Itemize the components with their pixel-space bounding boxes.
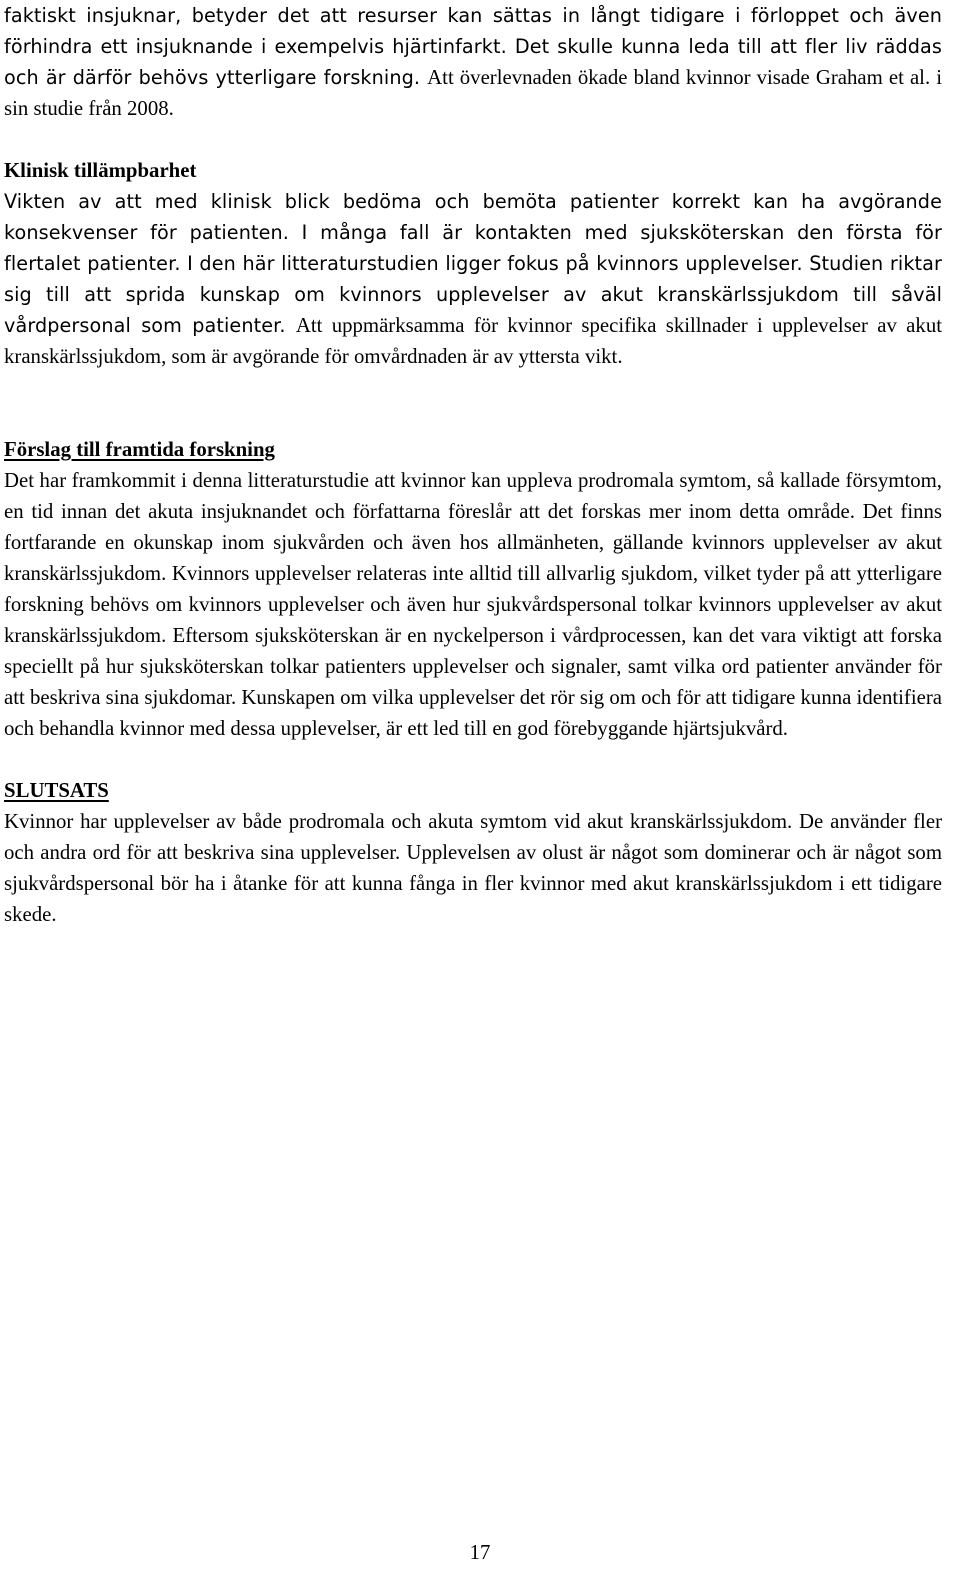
spacer	[4, 744, 942, 775]
document-page	[4, 0, 942, 930]
clinical-text-serif: Att uppmärksamma för kvinnor specifika skillnader i upplevelser av akut kranskärlssjukdom, som är avgörande för omvårdnaden är av yttersta vikt.	[4, 314, 942, 368]
future-research-heading: Förslag till framtida forskning	[4, 438, 275, 461]
clinical-paragraph	[4, 186, 942, 372]
conclusion-paragraph: Kvinnor har upplevelser av både prodromala och akuta symtom vid akut kranskärlssjukdom. De använder fler och andra ord för att beskriva sina upplevelser. Upplevelsen av olust är något som dominerar och är något som sjukvårdspersonal bör ha i åtanke för att kunna fånga in fler kvinnor med akut kranskärlssjukdom i ett tidigare skede.	[4, 810, 942, 926]
spacer	[4, 372, 942, 434]
spacer	[4, 124, 942, 155]
intro-text-serif: Att överlevnaden ökade bland kvinnor visade Graham et al. i sin studie från 2008.	[4, 66, 942, 120]
intro-paragraph	[4, 0, 942, 124]
page-number: 17	[469, 1541, 491, 1564]
clinical-text-sans: Vikten av att med klinisk blick bedöma och bemöta patienter korrekt kan ha avgörande konsekvenser för patienten. I många fall är kontakten med sjuksköterskan den första för flertalet patienter. I den här litteraturstudien ligger fokus på kvinnors upplevelser. Studien riktar sig till att sprida kunskap om kvinnors upplevelser av akut kranskärlssjukdom till såväl vårdpersonal som patienter.	[4, 190, 942, 337]
intro-text-sans: faktiskt insjuknar, betyder det att resurser kan sättas in långt tidigare i förloppet och även förhindra ett insjuknande i exempelvis hjärtinfarkt. Det skulle kunna leda till att fler liv räddas och är därför behövs ytterligare forskning.	[4, 4, 942, 89]
clinical-heading: Klinisk tillämpbarhet	[4, 159, 197, 182]
conclusion-heading: SLUTSATS	[4, 779, 109, 802]
future-research-paragraph: Det har framkommit i denna litteraturstudie att kvinnor kan uppleva prodromala symtom, så kallade försymtom, en tid innan det akuta insjuknandet och författarna föreslår att det forskas mer inom detta område. Det finns fortfarande en okunskap inom sjukvården och även hos allmänheten, gällande kvinnors upplevelser av akut kranskärlssjukdom. Kvinnors upplevelser relateras inte alltid till allvarlig sjukdom, vilket tyder på att ytterligare forskning behövs om kvinnors upplevelser och även hur sjukvårdspersonal tolkar kvinnors upplevelser av akut kranskärlssjukdom. Eftersom sjuksköterskan är en nyckelperson i vårdprocessen, kan det vara viktigt att forska speciellt på hur sjuksköterskan tolkar patienters upplevelser och signaler, samt vilka ord patienter använder för att beskriva sina sjukdomar. Kunskapen om vilka upplevelser det rör sig om och för att tidigare kunna identifiera och behandla kvinnor med dessa upplevelser, är ett led till en god förebyggande hjärtsjukvård.	[4, 469, 942, 740]
